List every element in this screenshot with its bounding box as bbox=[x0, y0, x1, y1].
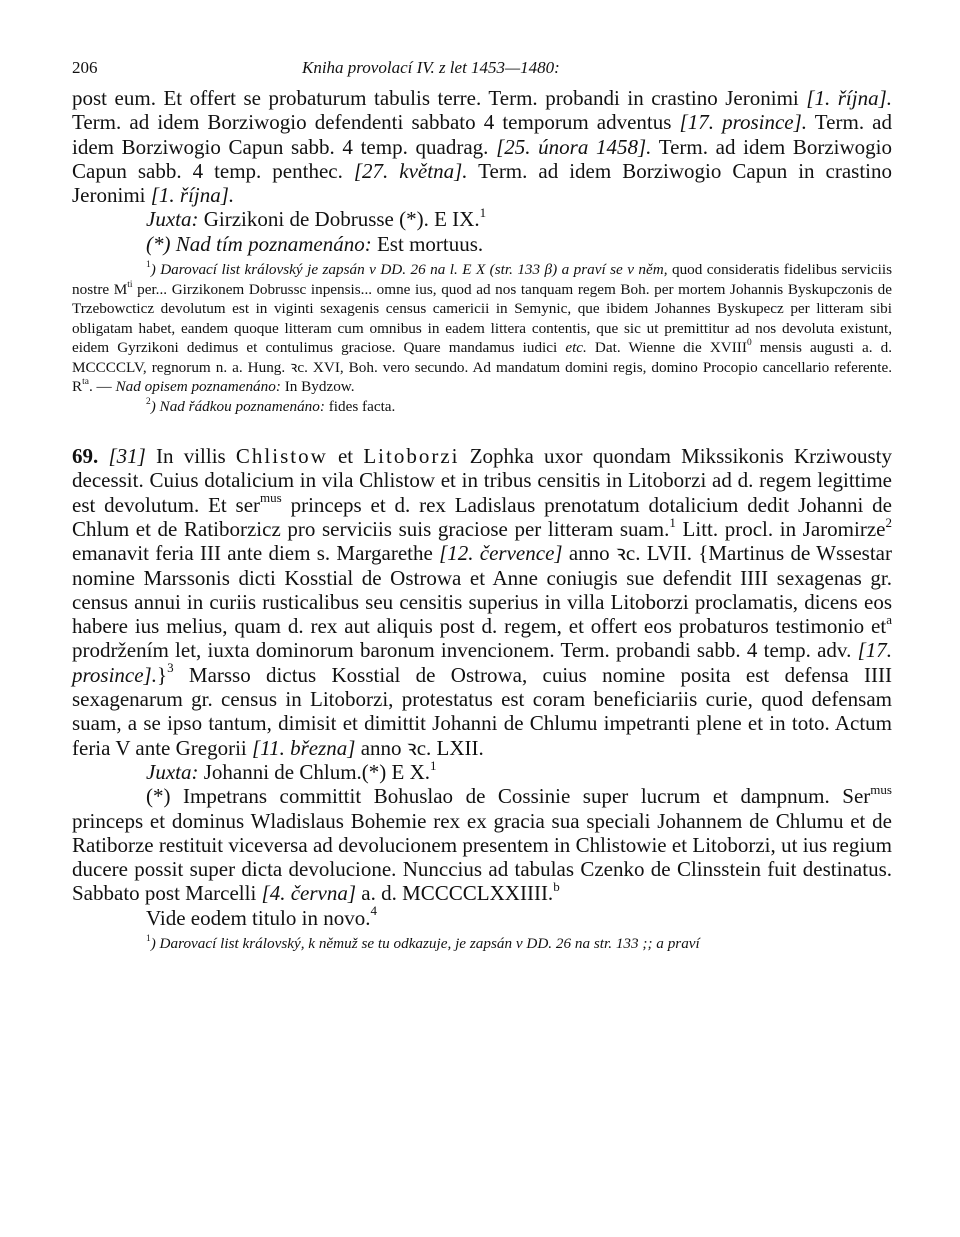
page-number: 206 bbox=[72, 58, 98, 77]
section-continuation bbox=[72, 86, 892, 256]
paragraph-terms: post eum. Et offert se probaturum tabulis terre. Term. probandi in crastino Jeronimi [1. října]. Term. ad idem Borziwogio defendenti sabbato 4 temporum adventus [17. prosince]. Term. ad idem Borziwogio Capun sabb. 4 temp. quadrag. [25. února 1458]. Term. ad idem Borziwogio Capun sabb. 4 temp. penthec. [27. května]. Term. ad idem Borziwogio Capun in crastino Jeronimi [1. října]. bbox=[72, 86, 893, 208]
juxta-line: Juxta: Girzikoni de Dobrusse (*). E IX.$^1$ bbox=[146, 205, 487, 232]
running-title: Kniha provolací IV. z let 1453—1480: bbox=[302, 58, 560, 77]
footnote-1: $^1$) Darovací list královský je zapsán v DD. 26 na l. E X (str. 133 β) a praví se v něm, quod consideratis fidelibus serviciis nostre $M^{ti}$ per... Girzikonem Dobrussc inpensis... omne ius, quod ad nos tanquam regem Boh. per mortem Johannis Byskupczonis de Trzebowcticz devolutum est in viginti sexagenis census camericii in Semynic, que ibidem Johannes Byskupecz per litteram sibi obligatam habet, eandem quoque litteram cum omnibus in eadem littera contentis, que sic ut premittitur ad nos devoluta existunt, eidem Gyrzikoni dedimus et contulimus graciose. Quare mandamus iudici etc. Dat. Wienne die XVIII$^0$ mensis augusti a. d. MCCCCLV, regnorum n. a. Hung. ꝛc. XVI, Boh. vero secundo. Ad mandatum domini regis, domino Procopio cancellario referente. $R^{ta}$. — Nad opisem poznamenáno: In Bydzow. bbox=[72, 260, 893, 396]
annotation-paragraph: (*) Impetrans committit Bohuslao de Cossinie super lucrum et dampnum. Ser$^{mus}$ princeps et dominus Wladislaus Bohemie rex ex gracia sua speciali Johannem de Chlumu et de Ratiborze restituit viceversa ad devolucionem presentem in Chlistowie et Litoborzi, ut ius regium ducere possit super dicta devolucione. Nunccius ad tabulas Czenko de Clinsstein fuit destinatus. Sabbato post Marcelli [4. června] a. d. MCCCCLXXIIII.$^b$ bbox=[72, 781, 892, 906]
page-header bbox=[72, 58, 892, 86]
entry-reference: [31] bbox=[108, 444, 146, 469]
footnote-2: $^2$) Nad řádkou poznamenáno: fides facta. bbox=[146, 396, 396, 415]
document-page bbox=[72, 58, 892, 954]
annotation-line: (*) Nad tím poznamenáno: Est mortuus. bbox=[146, 231, 484, 256]
footnotes-section-1 bbox=[72, 260, 892, 416]
vide-line: Vide eodem titulo in novo.$^4$ bbox=[146, 903, 377, 930]
place-name: Chlistow bbox=[235, 444, 328, 469]
footnotes-section-2 bbox=[72, 934, 892, 954]
entry-number: 69. bbox=[72, 444, 99, 469]
entry-69 bbox=[72, 444, 892, 930]
place-name: Litoborzi bbox=[363, 444, 460, 469]
juxta-line: Juxta: Johanni de Chlum.(*) E X.$^1$ bbox=[146, 757, 437, 784]
footnote-1: $^1$) Darovací list královský, k němuž se tu odkazuje, je zapsán v DD. 26 na str. 133 ;; a praví bbox=[146, 934, 700, 953]
entry-69-body: 69. [31] In villis Chlistow et Litoborzi Zophka uxor quondam Mikssikonis Krziwousty decessit. Cuius dotalicium in vila Chlistow et in tribus censitis in Litoborzi ad d. regem legittime est devolutum. Et ser$^{mus}$ princeps et d. rex Ladislaus prenotatum dotalicium dedit Johanni de Chlum et de Ratiborzicz pro serviciis suis graciose per litteram suam.$^1$ Litt. procl. in Jaromirze$^2$ emanavit feria III ante diem s. Margarethe [12. července] anno ꝛc. LVII. {Martinus de Wssestar nomine Marssonis dicti Kosstial de Ostrowa et Anne coniugis sue defendit IIII sexagenas gr. census annui in curiis rusticalibus seu censitis superius in villa Litoborzi proclamatis, dicens eos habere ius melius, quam d. rex aut aliquis post d. regem, et offert eos probaturos testimonio $et^a$ prodržením let, iuxta dominorum baronum invencionem. Term. probandi sabb. 4 temp. adv. [17. prosince].}$^3$ Marsso dictus Kosstial de Ostrowa, cuius nomine posita est defensa IIII sexagenarum gr. census in Litoborzi, protestatus est coram beneficiariis curie, quod defensam suam, a se ipso tantum, dimisit et dimittit Johanni de Chlumu impetranti plene et in toto. Actum feria V ante Gregorii [11. března] anno ꝛc. LXII. bbox=[72, 444, 892, 760]
